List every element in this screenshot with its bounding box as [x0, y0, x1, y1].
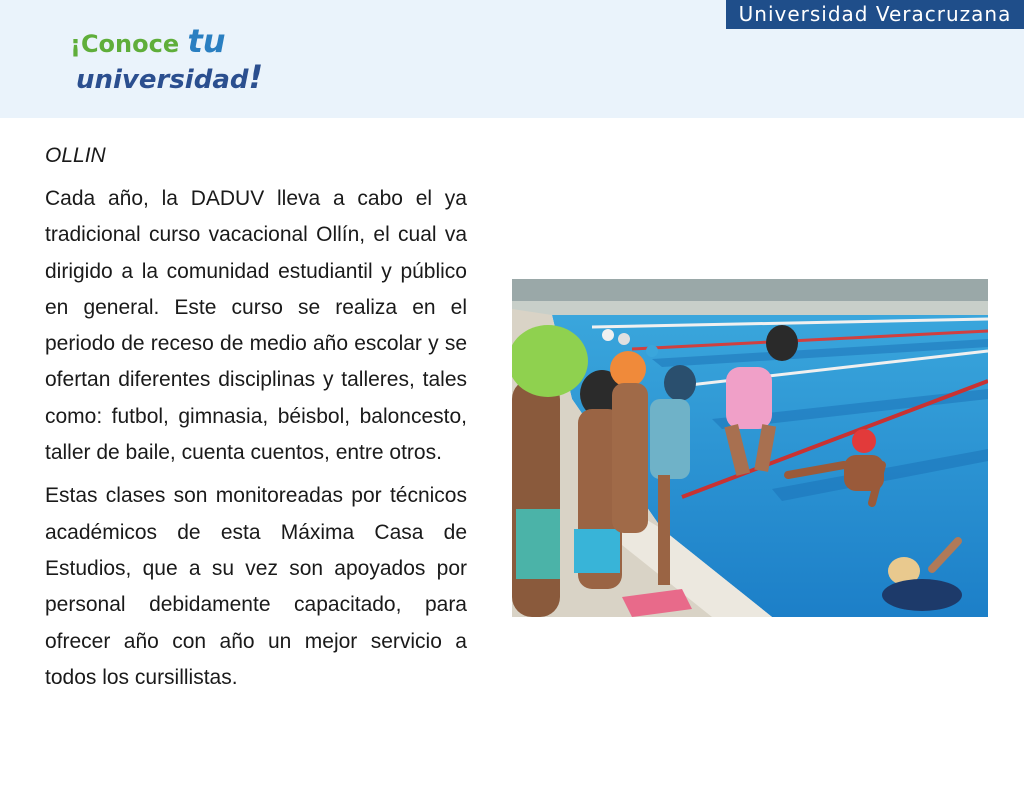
section-title: OLLIN: [45, 144, 106, 167]
conoce-tu-universidad-logo: [70, 22, 264, 96]
logo-conoce-text: ¡Conoce: [70, 30, 180, 58]
logo-exclamation-text: !: [248, 58, 264, 96]
logo-universidad-text: universidad: [76, 65, 249, 95]
pool-illustration: [512, 279, 988, 617]
logo-tu-text: tu: [187, 22, 226, 60]
paragraph-2: Estas clases son monitoreadas por técnicos académicos de esta Máxima Casa de Estudios, que a su vez son apoyados por personal debidamente capacitado, para ofrecer año con año un mejor servicio a todos los cursillistas.: [45, 484, 467, 689]
paragraph-1: Cada año, la DADUV lleva a cabo el ya tradicional curso vacacional Ollín, el cual va dirigido a la comunidad estudiantil y público en general. Este curso se realiza en el periodo de receso de medio año escolar y se ofertan diferentes disciplinas y talleres, tales como: futbol, gimnasia, béisbol, baloncesto, taller de baile, cuenta cuentos, entre otros.: [45, 187, 467, 465]
swimming-lesson-photo: [512, 279, 988, 617]
page-header: [0, 0, 1024, 118]
body-text: [45, 181, 467, 703]
institution-banner: Universidad Veracruzana: [726, 0, 1024, 29]
